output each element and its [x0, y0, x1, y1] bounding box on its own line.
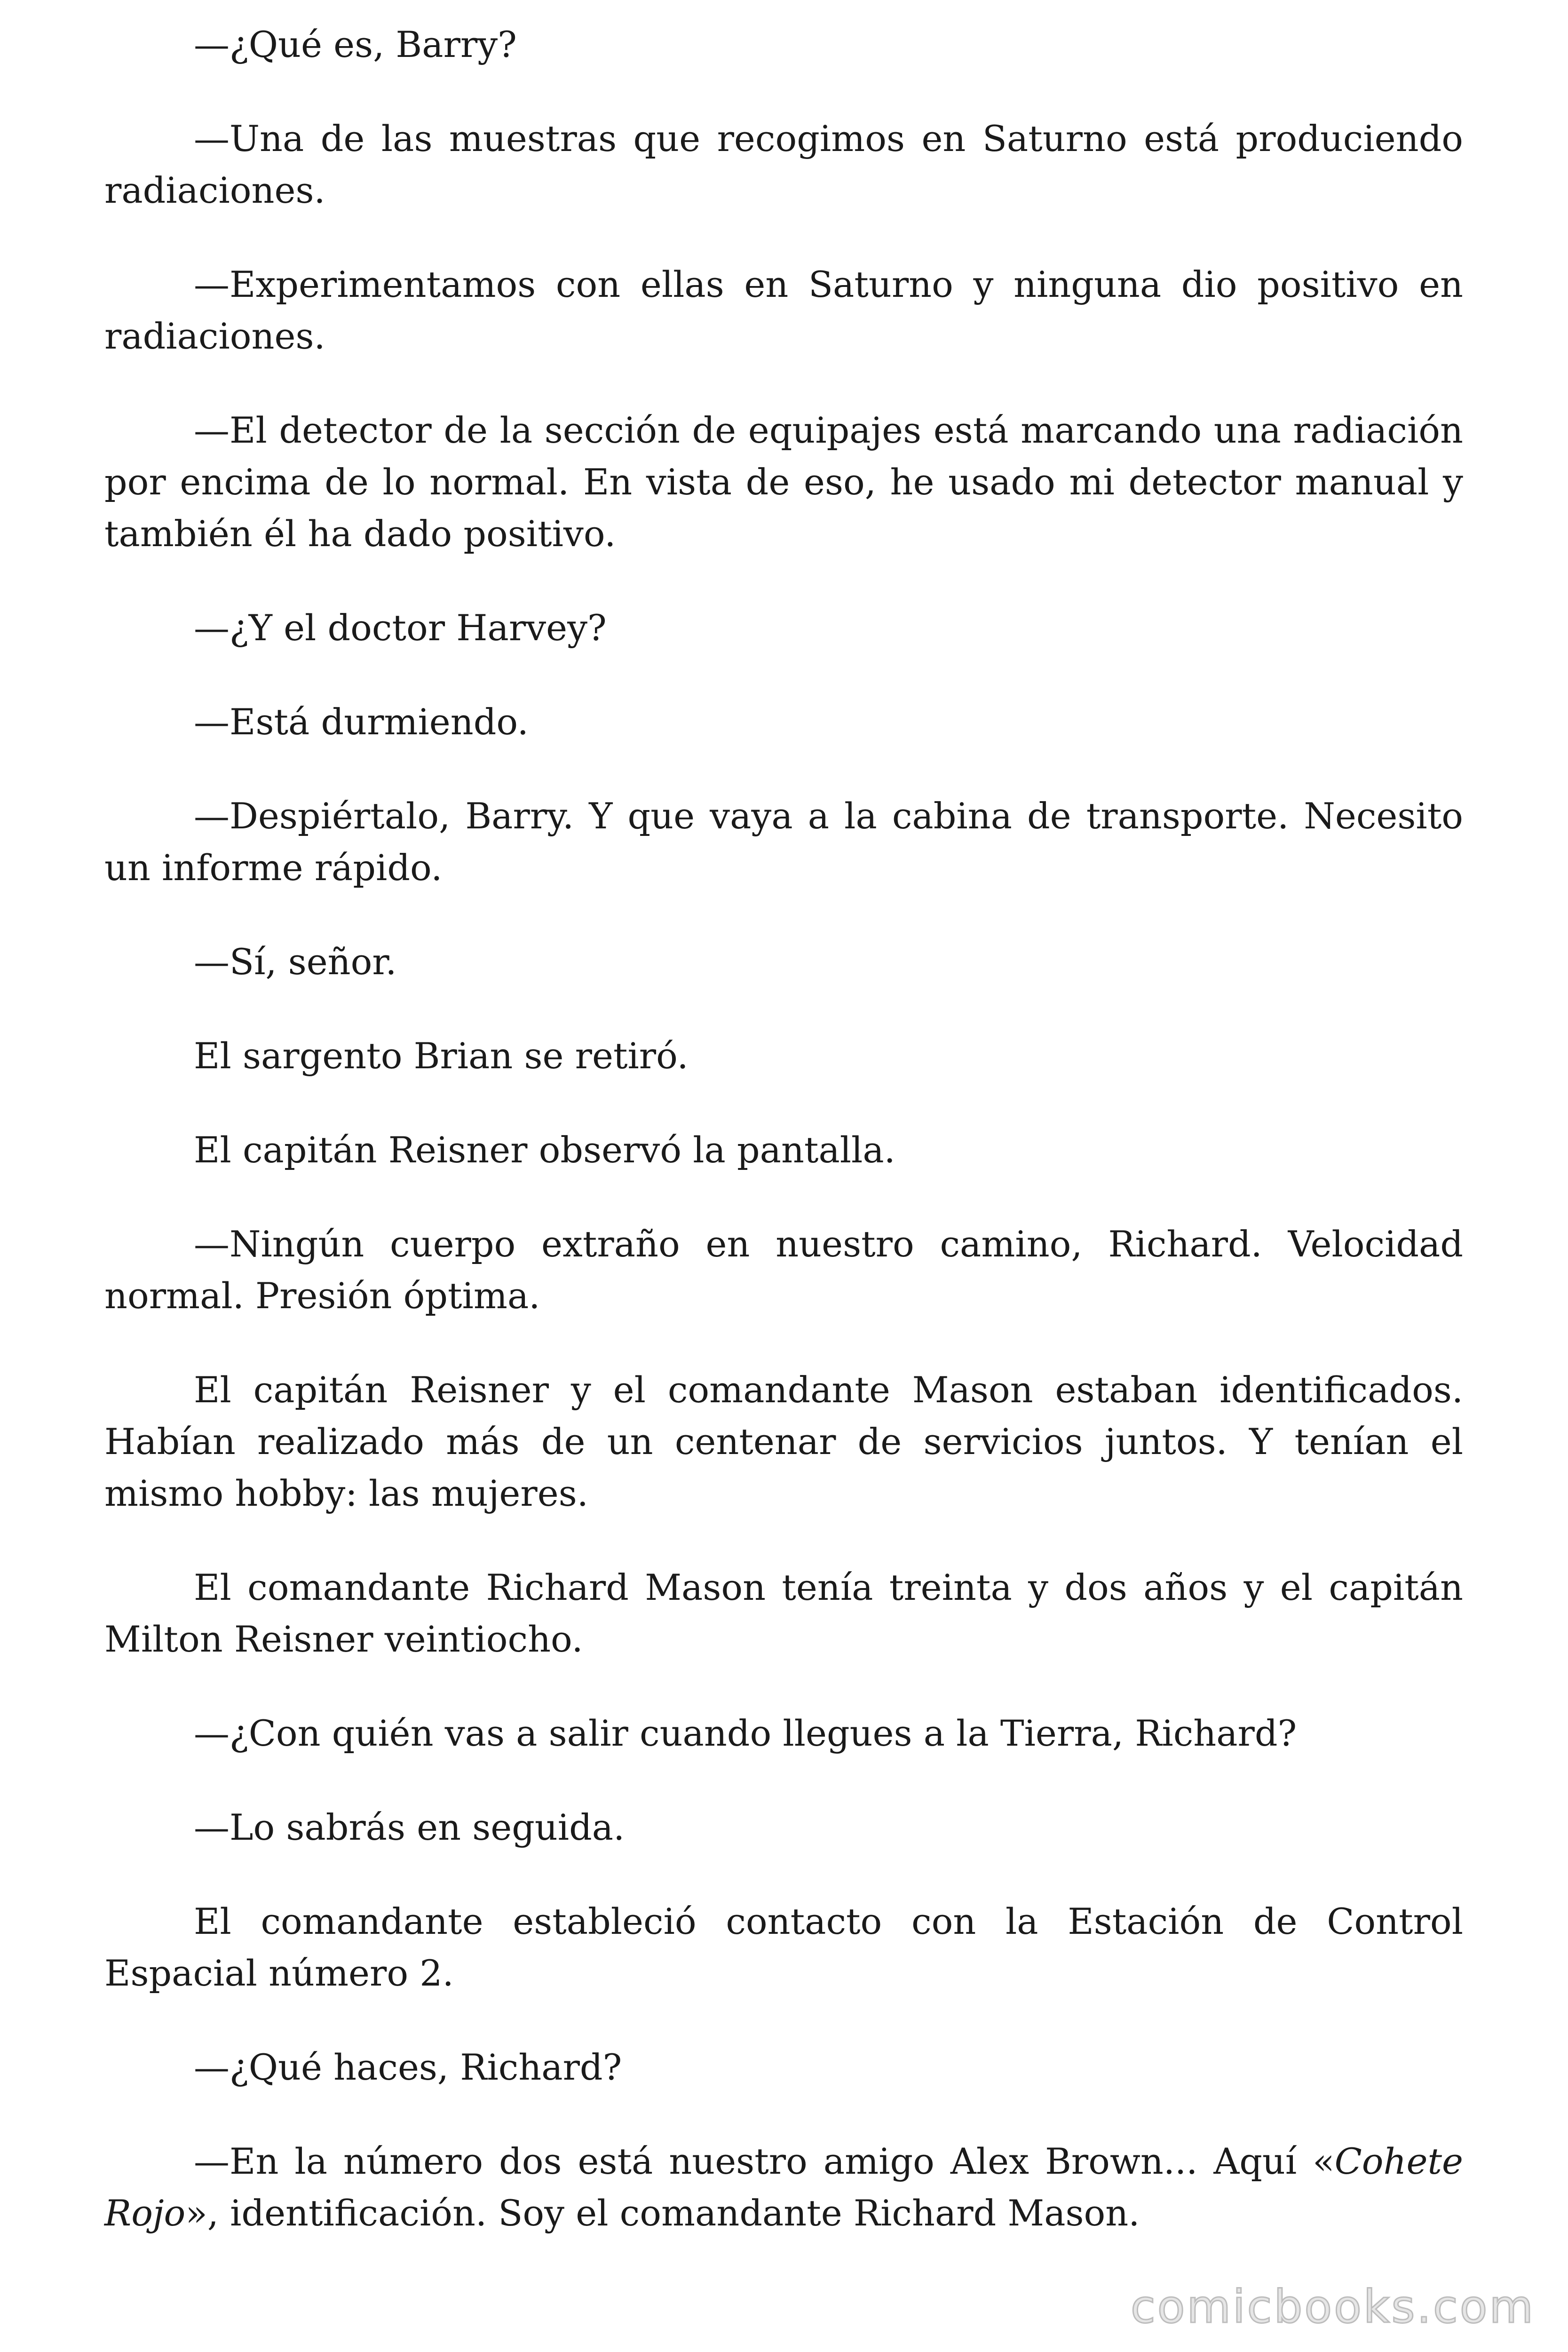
paragraph: —Despiértalo, Barry. Y que vaya a la cabina de transporte. Necesito un informe rápido.	[104, 795, 1463, 889]
paragraph: —¿Qué es, Barry?	[194, 24, 517, 65]
paragraph: —Lo sabrás en seguida.	[194, 1806, 625, 1848]
paragraph: El capitán Reisner y el comandante Mason estaban identificados. Habían realizado más de un centenar de servicios juntos. Y tenían el mismo hobby: las mujeres.	[104, 1369, 1463, 1514]
page-body	[104, 19, 1463, 2281]
paragraph: —¿Qué haces, Richard?	[194, 2046, 622, 2088]
ship-name-italic: Cohete Rojo	[104, 2140, 1463, 2234]
paragraph: El sargento Brian se retiró.	[194, 1035, 689, 1077]
paragraph: —Ningún cuerpo extraño en nuestro camino, Richard. Velocidad normal. Presión óptima.	[104, 1223, 1463, 1317]
paragraph: —El detector de la sección de equipajes está marcando una radiación por encima de lo normal. En vista de eso, he usado mi detector manual y también él ha dado positivo.	[104, 409, 1463, 555]
paragraph: El comandante Richard Mason tenía treinta y dos años y el capitán Milton Reisner veintiocho.	[104, 1566, 1463, 1660]
paragraph: —¿Y el doctor Harvey?	[194, 607, 607, 649]
paragraph: —¿Con quién vas a salir cuando llegues a la Tierra, Richard?	[194, 1712, 1297, 1754]
last-paragraph-end: », identificación. Soy el comandante Richard Mason.	[185, 2192, 1140, 2234]
paragraph: —Experimentamos con ellas en Saturno y ninguna dio positivo en radiaciones.	[104, 263, 1463, 357]
paragraph: —Está durmiendo.	[194, 701, 529, 743]
paragraph: El capitán Reisner observó la pantalla.	[194, 1129, 895, 1171]
watermark: comicbooks.com	[1130, 2280, 1535, 2333]
paragraph: —Sí, señor.	[194, 941, 397, 983]
paragraph: —Una de las muestras que recogimos en Saturno está produciendo radiaciones.	[104, 118, 1463, 211]
last-paragraph-start: —En la número dos está nuestro amigo Alex Brown... Aquí «	[194, 2140, 1335, 2182]
last-paragraph	[104, 2136, 1463, 2239]
paragraph: El comandante estableció contacto con la Estación de Control Espacial número 2.	[104, 1900, 1463, 1994]
